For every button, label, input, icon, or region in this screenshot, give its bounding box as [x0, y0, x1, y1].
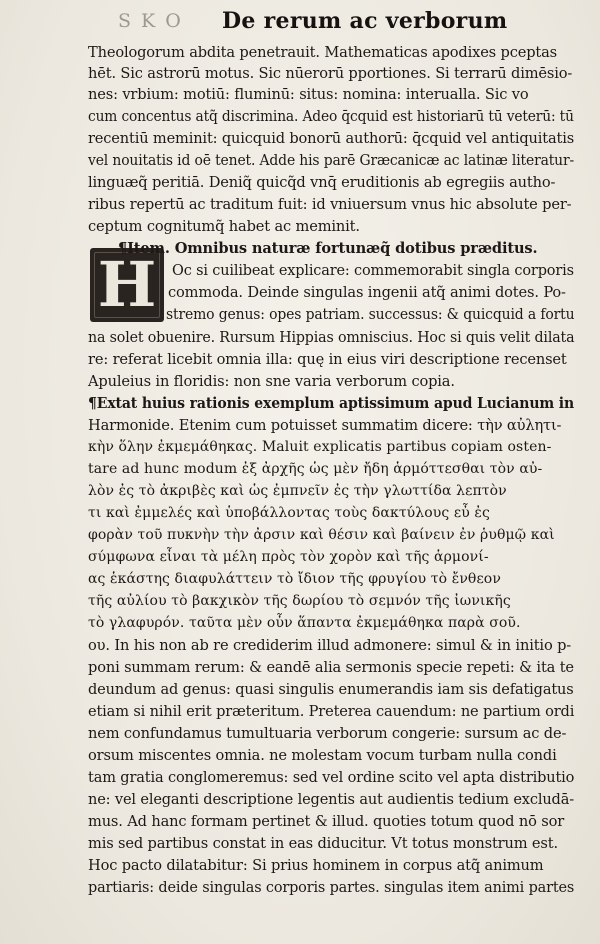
- text-line: stremo genus: opes patriam. successus: & quicquid a fortu: [166, 306, 575, 323]
- greek-line: κὴν ὅλην ἐκμεμάθηκας. Maluit explicatis partibus copiam osten-: [88, 439, 552, 455]
- greek-line: τι καὶ ἐμμελές καὶ ὑποβάλλοντας τοὺς δακτύλους εὖ ἐς: [88, 505, 490, 521]
- text-line: Hoc pacto dilatabitur: Si prius hominem in corpus atq̃ animum: [88, 857, 544, 874]
- paragraph-heading: ¶Item. Omnibus naturæ fortunæq̃ dotibus præditus.: [118, 240, 538, 257]
- text-line: etiam si nihil erit præteritum. Preterea cauendum: ne partium ordi: [88, 703, 575, 720]
- text-line: hēt. Sic astrorū motus. Sic nūerorū pportiones. Si terrarū dimēsio-: [88, 65, 573, 82]
- greek-line: τὸ γλαφυρόν. ταῦτα μὲν οὖν ἅπαντα ἐκμεμάθηκα παρὰ σοῦ.: [88, 615, 521, 631]
- text-line: na solet obuenire. Rursum Hippias omniscius. Hoc si quis velit dilata: [88, 329, 575, 346]
- text-line: Oc si cuilibeat explicare: commemorabit singla corporis: [172, 262, 574, 279]
- text-line: re: referat licebit omnia illa: quę in eius viri descriptione recenset: [88, 351, 567, 368]
- text-line: ου. In his non ab re crediderim illud admonere: simul & in initio p-: [88, 637, 572, 654]
- text-line: tam gratia conglomeremus: sed vel ordine scito vel apta distributio: [88, 769, 575, 786]
- paragraph-heading: ¶Extat huius rationis exemplum aptissimum apud Lucianum in: [88, 395, 575, 412]
- text-line: vel nouitatis id oē tenet. Adde his parē Græcanicæ ac latinæ literatur-: [88, 152, 575, 169]
- text-line: poni summam rerum: & eandē alia sermonis specie repeti: & ita te: [88, 659, 574, 676]
- running-head: [0, 8, 600, 38]
- greek-line: φορὰν τοῦ πυκνὴν τὴν ἀρσιν καὶ θέσιν καὶ βαίνειν ἐν ῥυθμῷ καὶ: [88, 527, 555, 543]
- text-line: deundum ad genus: quasi singulis enumerandis iam sis defatigatus: [88, 681, 574, 698]
- text-line: ne: vel eleganti descriptione legentis aut audientis tedium excludā-: [88, 791, 574, 808]
- text-line: Harmonide. Etenim cum potuisset summatim dicere: τὴν αὐλητι-: [88, 417, 562, 434]
- running-head-title: De rerum ac verborum: [222, 8, 508, 34]
- greek-line: τῆς αὐλίου τὸ βακχικὸν τῆς δωρίου τὸ σεμνόν τῆς ἰωνικῆς: [88, 593, 511, 609]
- decorated-initial: [90, 248, 164, 322]
- text-line: mus. Ad hanc formam pertinet & illud. quoties totum quod nō sor: [88, 813, 565, 830]
- text-line: mis sed partibus constat in eas diducitur. Vt totus monstrum est.: [88, 835, 558, 852]
- text-line: commoda. Deinde singulas ingenii atq̃ animi dotes. Po-: [168, 284, 566, 301]
- text-line: orsum miscentes omnia. ne molestam vocum turbam nulla condi: [88, 747, 557, 764]
- initial-letter: H: [97, 248, 157, 321]
- greek-line: σύμφωνα εἶναι τὰ μέλη πρὸς τὸν χορὸν καὶ τῆς ἁρμονί-: [88, 549, 489, 565]
- page-number: S K O: [118, 10, 183, 32]
- text-line: Theologorum abdita penetrauit. Mathematicas apodixes pceptas: [88, 44, 558, 61]
- text-line: linguæq̃ peritiā. Deniq̃ quicq̃d vnq̄ eruditionis ab egregiis autho-: [88, 174, 556, 191]
- text-line: ceptum cognitumq̃ habet ac meminit.: [88, 218, 360, 235]
- text-line: recentiū meminit: quicquid bonorū authorū: q̄cquid vel antiquitatis: [88, 130, 575, 147]
- greek-line: λὸν ἐς τὸ ἀκριβὲς καὶ ὡς ἐμπνεῖν ἐς τὴν γλωττίδα λεπτὸν: [88, 483, 507, 499]
- greek-line: ας ἑκάστης διαφυλάττειν τὸ ἴδιον τῆς φρυγίου τὸ ἔνθεον: [88, 571, 501, 587]
- text-line: Apuleius in floridis: non sne varia verborum copia.: [88, 373, 455, 390]
- text-line: cum concentus atq̃ discrimina. Adeo q̄cquid est historiarū tū veterū: tū: [88, 108, 574, 125]
- text-line: nem confundamus tumultuaria verborum congerie: sursum ac de-: [88, 725, 567, 742]
- text-line: nes: vrbium: motiū: fluminū: situs: nomina: interualla. Sic vo: [88, 86, 529, 103]
- greek-line: tare ad hunc modum ἐξ ἀρχῆς ὡς μὲν ἤδη ἁρμόττεσθαι τὸν αὐ-: [88, 461, 543, 477]
- text-line: partiaris: deide singulas corporis partes. singulas item animi partes: [88, 879, 575, 896]
- text-line: ribus repertū ac traditum fuit: id vniuersum vnus hic absolute per-: [88, 196, 572, 213]
